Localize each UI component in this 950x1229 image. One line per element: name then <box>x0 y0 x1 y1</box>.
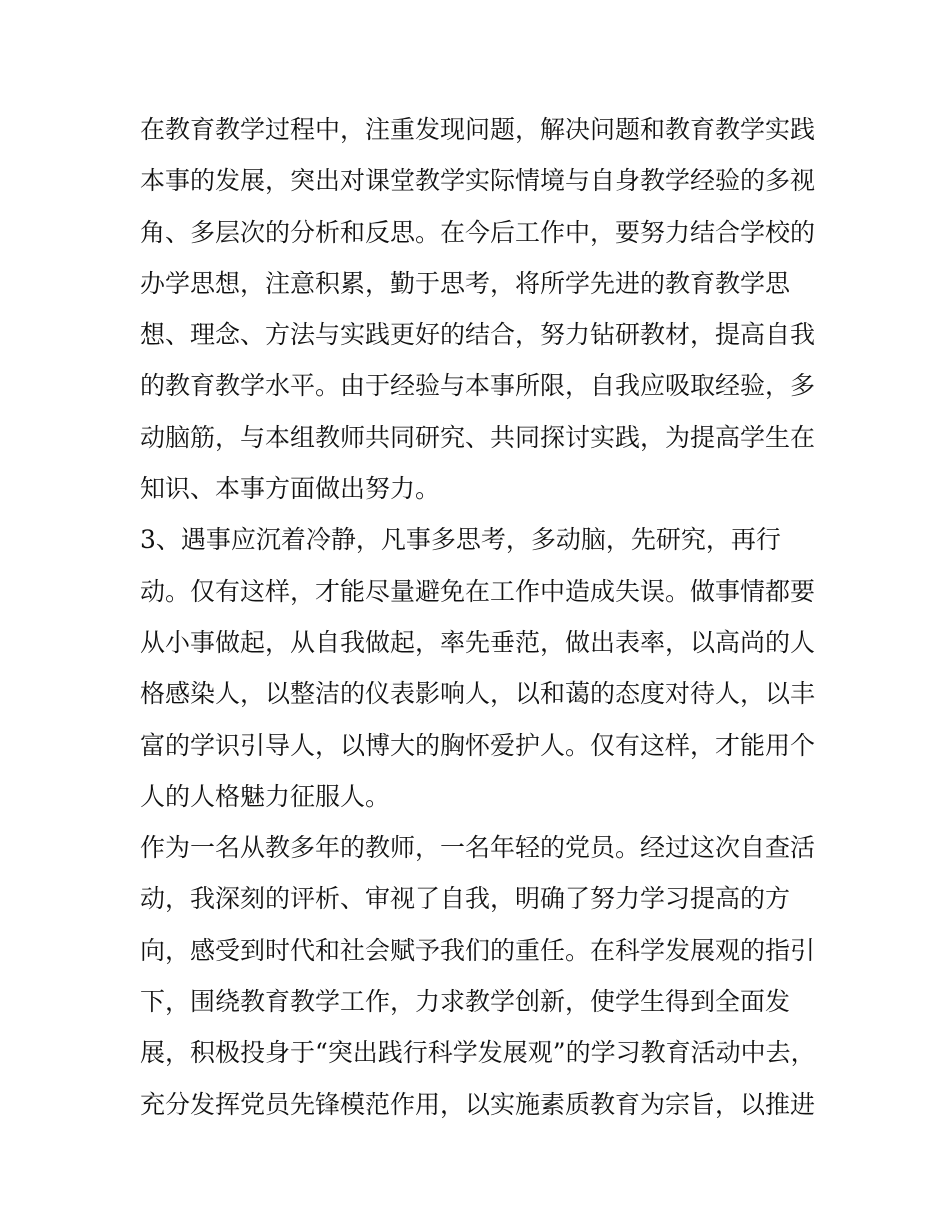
text-line: 本事的发展，突出对课堂教学实际情境与自身教学经验的多视 <box>140 166 816 196</box>
text-line: 想、理念、方法与实践更好的结合，努力钻研教材，提高自我 <box>140 320 816 350</box>
text-line: 作为一名从教多年的教师，一名年轻的党员。经过这次自查活 <box>140 833 816 863</box>
text-line: 展，积极投身于“突出践行科学发展观”的学习教育活动中去， <box>140 1038 816 1068</box>
text-line: 格感染人，以整洁的仪表影响人，以和蔼的态度对待人，以丰 <box>140 679 816 709</box>
text-line: 下，围绕教育教学工作，力求教学创新，使学生得到全面发 <box>140 987 791 1017</box>
text-line: 的教育教学水平。由于经验与本事所限，自我应吸取经验，多 <box>140 371 816 401</box>
text-line: 角、多层次的分析和反思。在今后工作中，要努力结合学校的 <box>140 217 816 247</box>
text-line: 富的学识引导人，以博大的胸怀爱护人。仅有这样，才能用个 <box>140 730 816 760</box>
body-text <box>140 104 820 1130</box>
text-line: 动。仅有这样，才能尽量避免在工作中造成失误。做事情都要 <box>140 576 816 606</box>
text-line: 3、遇事应沉着冷静，凡事多思考，多动脑，先研究，再行 <box>140 525 781 555</box>
text-line: 知识、本事方面做出努力。 <box>140 474 441 504</box>
text-line: 向，感受到时代和社会赋予我们的重任。在科学发展观的指引 <box>140 935 816 965</box>
text-line: 办学思想，注意积累，勤于思考，将所学先进的教育教学思 <box>140 268 791 298</box>
text-line: 动脑筋，与本组教师共同研究、共同探讨实践，为提高学生在 <box>140 422 816 452</box>
text-line: 动，我深刻的评析、审视了自我，明确了努力学习提高的方 <box>140 884 791 914</box>
text-line: 在教育教学过程中，注重发现问题，解决问题和教育教学实践 <box>140 115 816 144</box>
text-line: 人的人格魅力征服人。 <box>140 781 391 811</box>
text-line: 充分发挥党员先锋模范作用，以实施素质教育为宗旨，以推进 <box>140 1089 816 1119</box>
text-line: 从小事做起，从自我做起，率先垂范，做出表率，以高尚的人 <box>140 627 816 657</box>
